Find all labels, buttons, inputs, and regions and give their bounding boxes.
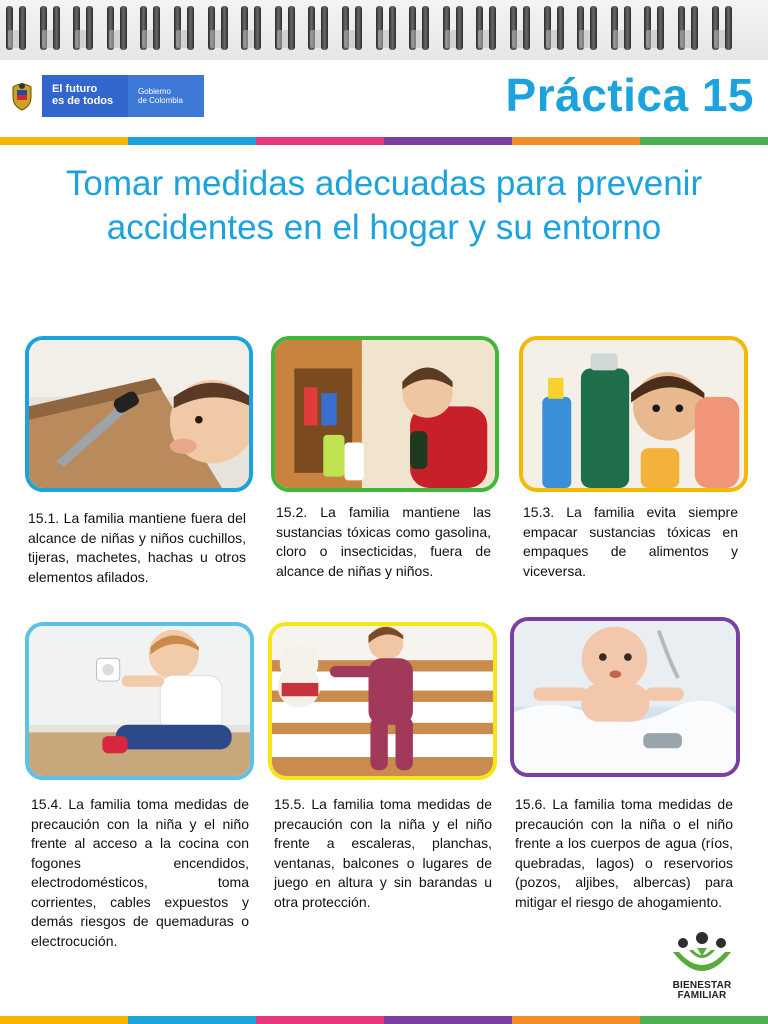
- logo-slogan: [42, 75, 128, 117]
- spiral-ring: [644, 6, 664, 50]
- logo-line-1: El futuro: [52, 83, 98, 95]
- photo-knife-safety: [25, 336, 253, 492]
- logo-gov-line-2: de Colombia: [138, 96, 183, 105]
- spiral-ring: [6, 6, 26, 50]
- photo-stairs: [268, 622, 497, 780]
- spiral-binding: [0, 0, 768, 60]
- spiral-ring: [40, 6, 60, 50]
- spiral-ring: [174, 6, 194, 50]
- spiral-ring: [409, 6, 429, 50]
- caption-15-4: 15.4. La familia toma medidas de precaución con la niña y el niño frente al acceso a la cocina con fogones encendidos, electrodomésticos, toma corrientes, cables expuestos y demás riesgos de quemaduras o electrocución.: [31, 796, 249, 949]
- spiral-ring: [241, 6, 261, 50]
- spiral-ring: [140, 6, 160, 50]
- gobierno-logo: [2, 75, 204, 117]
- color-bar-segment: [384, 137, 512, 145]
- spiral-ring: [678, 6, 698, 50]
- top-color-bar: [0, 137, 768, 145]
- color-bar-segment: [384, 1016, 512, 1024]
- photo-bath-water: [510, 617, 740, 777]
- color-bar-segment: [512, 1016, 640, 1024]
- color-bar-segment: [256, 1016, 384, 1024]
- caption-15-1: 15.1. La familia mantiene fuera del alcance de niñas y niños cuchillos, tijeras, machetes, hachas u otros elementos afilados.: [28, 510, 246, 585]
- spiral-ring: [342, 6, 362, 50]
- spiral-ring: [376, 6, 396, 50]
- photo-cleaning-products: [271, 336, 499, 492]
- spiral-ring: [510, 6, 530, 50]
- caption-15-6: 15.6. La familia toma medidas de precaución con la niña o el niño frente a los cuerpos de agua (ríos, quebradas, lagos) o reservorios (pozos, aljibes, albercas) para mitigar el riesgo de ahogamiento.: [515, 796, 733, 910]
- caption-15-3: 15.3. La familia evita siempre empacar sustancias tóxicas en empaques de alimentos y viceversa.: [523, 504, 738, 579]
- brand-line-2: FAMILIAR: [677, 990, 727, 1001]
- photo-toxic-bottles: [519, 336, 748, 492]
- spiral-ring: [208, 6, 228, 50]
- spiral-ring: [611, 6, 631, 50]
- logo-government: [128, 75, 204, 117]
- color-bar-segment: [640, 1016, 768, 1024]
- caption-15-5: 15.5. La familia toma medidas de precaución con la niña y el niño frente a escaleras, planchas, ventanas, balcones o lugares de juego en altura y sin barandas u otra protección.: [274, 796, 492, 910]
- colombia-shield-icon: [2, 75, 42, 117]
- bienestar-familiar-logo: [662, 930, 742, 1002]
- family-figures-icon: [669, 930, 735, 976]
- spiral-ring: [107, 6, 127, 50]
- color-bar-segment: [0, 137, 128, 145]
- photo-electrical-outlet: [25, 622, 254, 780]
- color-bar-segment: [256, 137, 384, 145]
- spiral-ring: [73, 6, 93, 50]
- spiral-ring: [712, 6, 732, 50]
- brand-line-1: BIENESTAR: [672, 980, 732, 991]
- color-bar-segment: [640, 137, 768, 145]
- color-bar-segment: [128, 137, 256, 145]
- logo-gov-line-1: Gobierno: [138, 87, 171, 96]
- color-bar-segment: [512, 137, 640, 145]
- spiral-ring: [544, 6, 564, 50]
- color-bar-segment: [128, 1016, 256, 1024]
- practice-title: Práctica 15: [505, 69, 754, 121]
- spiral-ring: [476, 6, 496, 50]
- color-bar-segment: [0, 1016, 128, 1024]
- page-title: Tomar medidas adecuadas para prevenir accidentes en el hogar y su entorno: [65, 164, 703, 247]
- spiral-ring: [308, 6, 328, 50]
- logo-line-2: es de todos: [52, 95, 114, 107]
- spiral-ring: [443, 6, 463, 50]
- caption-15-2: 15.2. La familia mantiene las sustancias tóxicas como gasolina, cloro o insecticidas, fuera de alcance de niñas y niños.: [276, 504, 491, 579]
- bottom-color-bar: [0, 1016, 768, 1024]
- spiral-ring: [577, 6, 597, 50]
- spiral-ring: [275, 6, 295, 50]
